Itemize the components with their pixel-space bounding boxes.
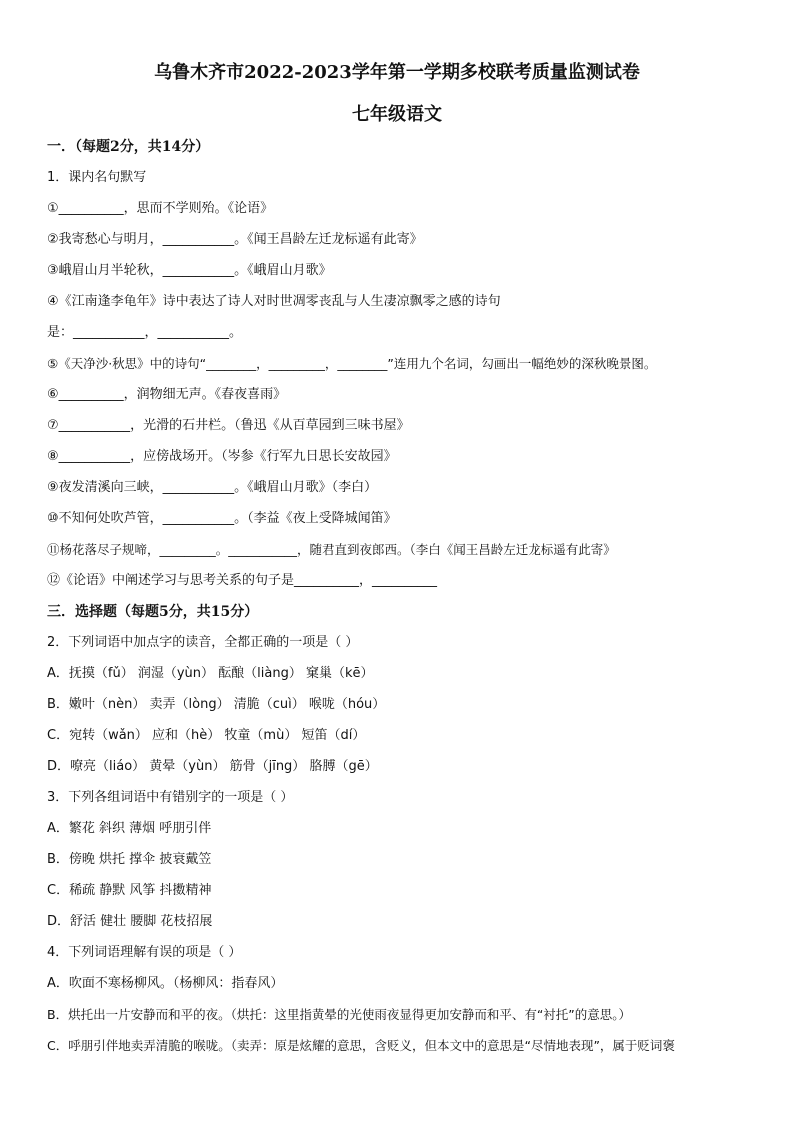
fill-item: ⑤《天净沙·秋思》中的诗句“________，_________，________”连用九个名词，勾画出一幅绝妙的深秋晚景图。: [47, 356, 657, 371]
fill-item: ③峨眉山月半轮秋，___________。《峨眉山月歌》: [47, 263, 332, 278]
answer-option: C．呼朋引伴地卖弄清脆的喉咙。（卖弄：原是炫耀的意思，含贬义，但本文中的意思是“尽情地表现”，属于贬词褒: [47, 1038, 675, 1053]
section-heading: 三．选择题（每题5分，共15分）: [47, 604, 259, 620]
question-stem: 3．下列各组词语中有错别字的一项是（ ）: [47, 790, 294, 805]
question-stem: 4．下列词语理解有误的项是（ ）: [47, 945, 242, 960]
fill-item: ⑩不知何处吹芦管，___________。（李益《夜上受降城闻笛》: [47, 511, 397, 526]
answer-option: A．繁花 斜织 薄烟 呼朋引伴: [47, 821, 212, 836]
fill-item: ②我寄愁心与明月，___________。《闻王昌龄左迁龙标遥有此寄》: [47, 232, 423, 247]
question-stem: 2．下列词语中加点字的读音，全都正确的一项是（ ）: [47, 635, 359, 650]
paper-subtitle: 七年级语文: [352, 104, 442, 125]
fill-item: ⑫《论语》中阐述学习与思考关系的句子是__________，__________: [47, 573, 438, 588]
fill-item: 是：___________，___________。: [47, 325, 243, 340]
fill-item: ⑥__________，润物细无声。《春夜喜雨》: [47, 387, 287, 402]
answer-option: B．烘托出一片安静而和平的夜。（烘托：这里指黄晕的光使雨夜显得更加安静而和平、有“衬托”的意思。）: [47, 1007, 632, 1022]
answer-option: A．抚摸（fǔ） 润湿（yùn） 酝酿（liàng） 窠巢（kē）: [47, 666, 374, 681]
answer-option: D．舒活 健壮 腰脚 花枝招展: [47, 914, 213, 929]
fill-item: ①__________，思而不学则殆。《论语》: [47, 201, 274, 216]
paper-title: 乌鲁木齐市2022-2023学年第一学期多校联考质量监测试卷: [154, 62, 640, 83]
answer-option: C．稀疏 静默 风筝 抖擞精神: [47, 883, 212, 898]
fill-item: ⑦___________，光滑的石井栏。（鲁迅《从百草园到三味书屋》: [47, 418, 410, 433]
answer-option: A．吹面不寒杨柳风。（杨柳风：指春风）: [47, 976, 284, 991]
answer-option: D．嘹亮（liáo） 黄晕（yùn） 筋骨（jīng） 胳膊（gē）: [47, 759, 378, 774]
answer-option: C．宛转（wǎn） 应和（hè） 牧童（mù） 短笛（dí）: [47, 728, 366, 743]
fill-item: ⑨夜发清溪向三峡，___________。《峨眉山月歌》（李白）: [47, 480, 378, 495]
section-heading: 一．（每题2分，共14分）: [47, 139, 210, 155]
answer-option: B．嫩叶（nèn） 卖弄（lòng） 清脆（cuì） 喉咙（hóu）: [47, 697, 386, 712]
fill-item: ⑧___________，应傍战场开。（岑参《行军九日思长安故园》: [47, 449, 397, 464]
answer-option: B．傍晚 烘托 撑伞 披衰戴笠: [47, 852, 212, 867]
question-stem: 1．课内名句默写: [47, 170, 147, 185]
fill-item: ⑪杨花落尽子规啼，_________。___________，随君直到夜郎西。（李白《闻王昌龄左迁龙标遥有此寄》: [47, 542, 616, 557]
fill-item: ④《江南逢李龟年》诗中表达了诗人对时世凋零丧乱与人生凄凉飘零之感的诗句: [47, 294, 501, 309]
